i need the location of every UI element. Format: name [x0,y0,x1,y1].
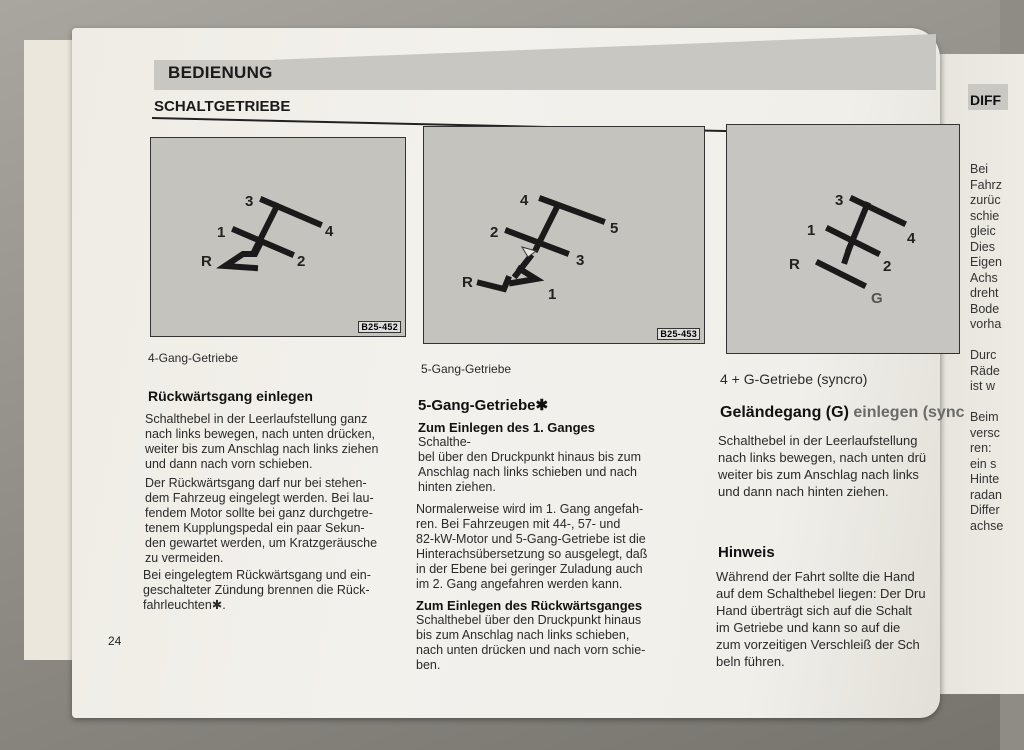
subheading-reverse: Zum Einlegen des Rückwärtsganges [416,598,643,613]
subsection-title: SCHALTGETRIEBE [154,98,291,115]
col2-paragraph-2: Normalerweise wird im 1. Gang angefah- ren. Bei Fahrzeugen mit 44-, 57- und 82-kW-Motor und 5-Gang-Getriebe ist die Hinterachsübersetzung so ausgelegt, daß in der Ebene bei geringer Zuladung auch im 2. Gang angefahren werden kann. [416,502,648,591]
section-title: BEDIENUNG [168,63,273,82]
gear-label: R [201,253,212,270]
gear-label: R [789,256,800,273]
heading-reverse-gear: Rückwärtsgang einlegen [148,388,313,404]
next-page-text: Bei Fahrz zurüc schie gleic Dies Eigen Achs dreht Bode vorha Durc Räde ist w Beim versc ren: ein s Hinte radan Differ achse [970,162,1004,533]
col3-paragraph-2: Während der Fahrt sollte die Hand auf dem Schalthebel liegen: Der Dru Hand überträgt sich auf die Schalt im Getriebe und kann so auf die zum vorzeitigen Verschleiß der Sch beln führen. [716,569,926,669]
subheading-first-gear: Zum Einlegen des 1. Ganges [418,420,595,435]
gear-label: 4 [907,230,916,247]
page-number: 24 [108,634,122,648]
gear-label: 4 [325,223,334,240]
heading-hinweis: Hinweis [718,544,775,561]
col1-paragraph-2: Der Rückwärtsgang darf nur bei stehen- dem Fahrzeug eingelegt werden. Bei lau- fendem Motor sollte bei ganz durchgetre- tenem Kupplungspedal ein paar Sekun- den gewartet werden, um Kratzgeräusche zu vermeiden. [145,476,378,565]
heading-offroad-a: Geländegang (G) [720,404,854,421]
col1-paragraph-3: Bei eingelegtem Rückwärtsgang und ein- geschalteter Zündung brennen die Rück- fahrleuchten✱. [143,568,371,612]
shift-pattern-4-speed [151,138,405,336]
next-page-heading: DIFF [970,92,1002,108]
gear-label: 2 [490,224,499,241]
heading-5-speed: 5-Gang-Getriebe✱ [418,397,549,414]
shift-pattern-5-speed [424,127,704,343]
gear-label: 4 [520,192,529,209]
col3-paragraph-1: Schalthebel in der Leerlaufstellung nach links bewegen, nach unten drü weiter bis zum Anschlag nach links und dann nach hinten ziehen. [718,433,927,499]
gear-label: 3 [245,193,254,210]
figure-reference: B25-453 [657,328,700,340]
col2-paragraph-3: Schalthebel über den Druckpunkt hinaus bis zum Anschlag nach links schieben, nach unten drücken und nach vorn schie- ben. [416,613,646,672]
caption-5-speed: 5-Gang-Getriebe [421,362,512,376]
gear-label: R [462,274,473,291]
next-page-column [958,86,1004,533]
col1-paragraph-1: Schalthebel in der Leerlaufstellung ganz nach links bewegen, nach unten drücken, weiter bis zum Anschlag nach links ziehen und dann nach vorn schieben. [145,412,379,471]
gear-label: 2 [297,253,306,270]
gear-label: 3 [576,252,585,269]
gear-label: 1 [807,222,816,239]
gear-label: 1 [548,286,557,303]
gear-label: 3 [835,192,844,209]
gear-diagram-5-speed [423,126,705,344]
gear-diagram-4-plus-g [726,124,960,354]
figure-reference: B25-452 [358,321,401,333]
col2-paragraph-1: Schalthe- bel über den Druckpunkt hinaus bis zum Anschlag nach links schieben und nach hinten ziehen. [418,435,642,494]
heading-offroad-b: einlegen (sync [853,404,965,421]
caption-4-plus-g: 4 + G-Getriebe (syncro) [720,371,868,387]
gear-diagram-4-speed [150,137,406,337]
gear-label: G [871,290,883,307]
heading-offroad-gear [720,404,965,422]
caption-4-speed: 4-Gang-Getriebe [148,351,239,365]
gear-label: 5 [610,220,619,237]
gear-label: 1 [217,224,226,241]
gear-label: 2 [883,258,892,275]
shift-pattern-4-plus-g [727,125,959,353]
